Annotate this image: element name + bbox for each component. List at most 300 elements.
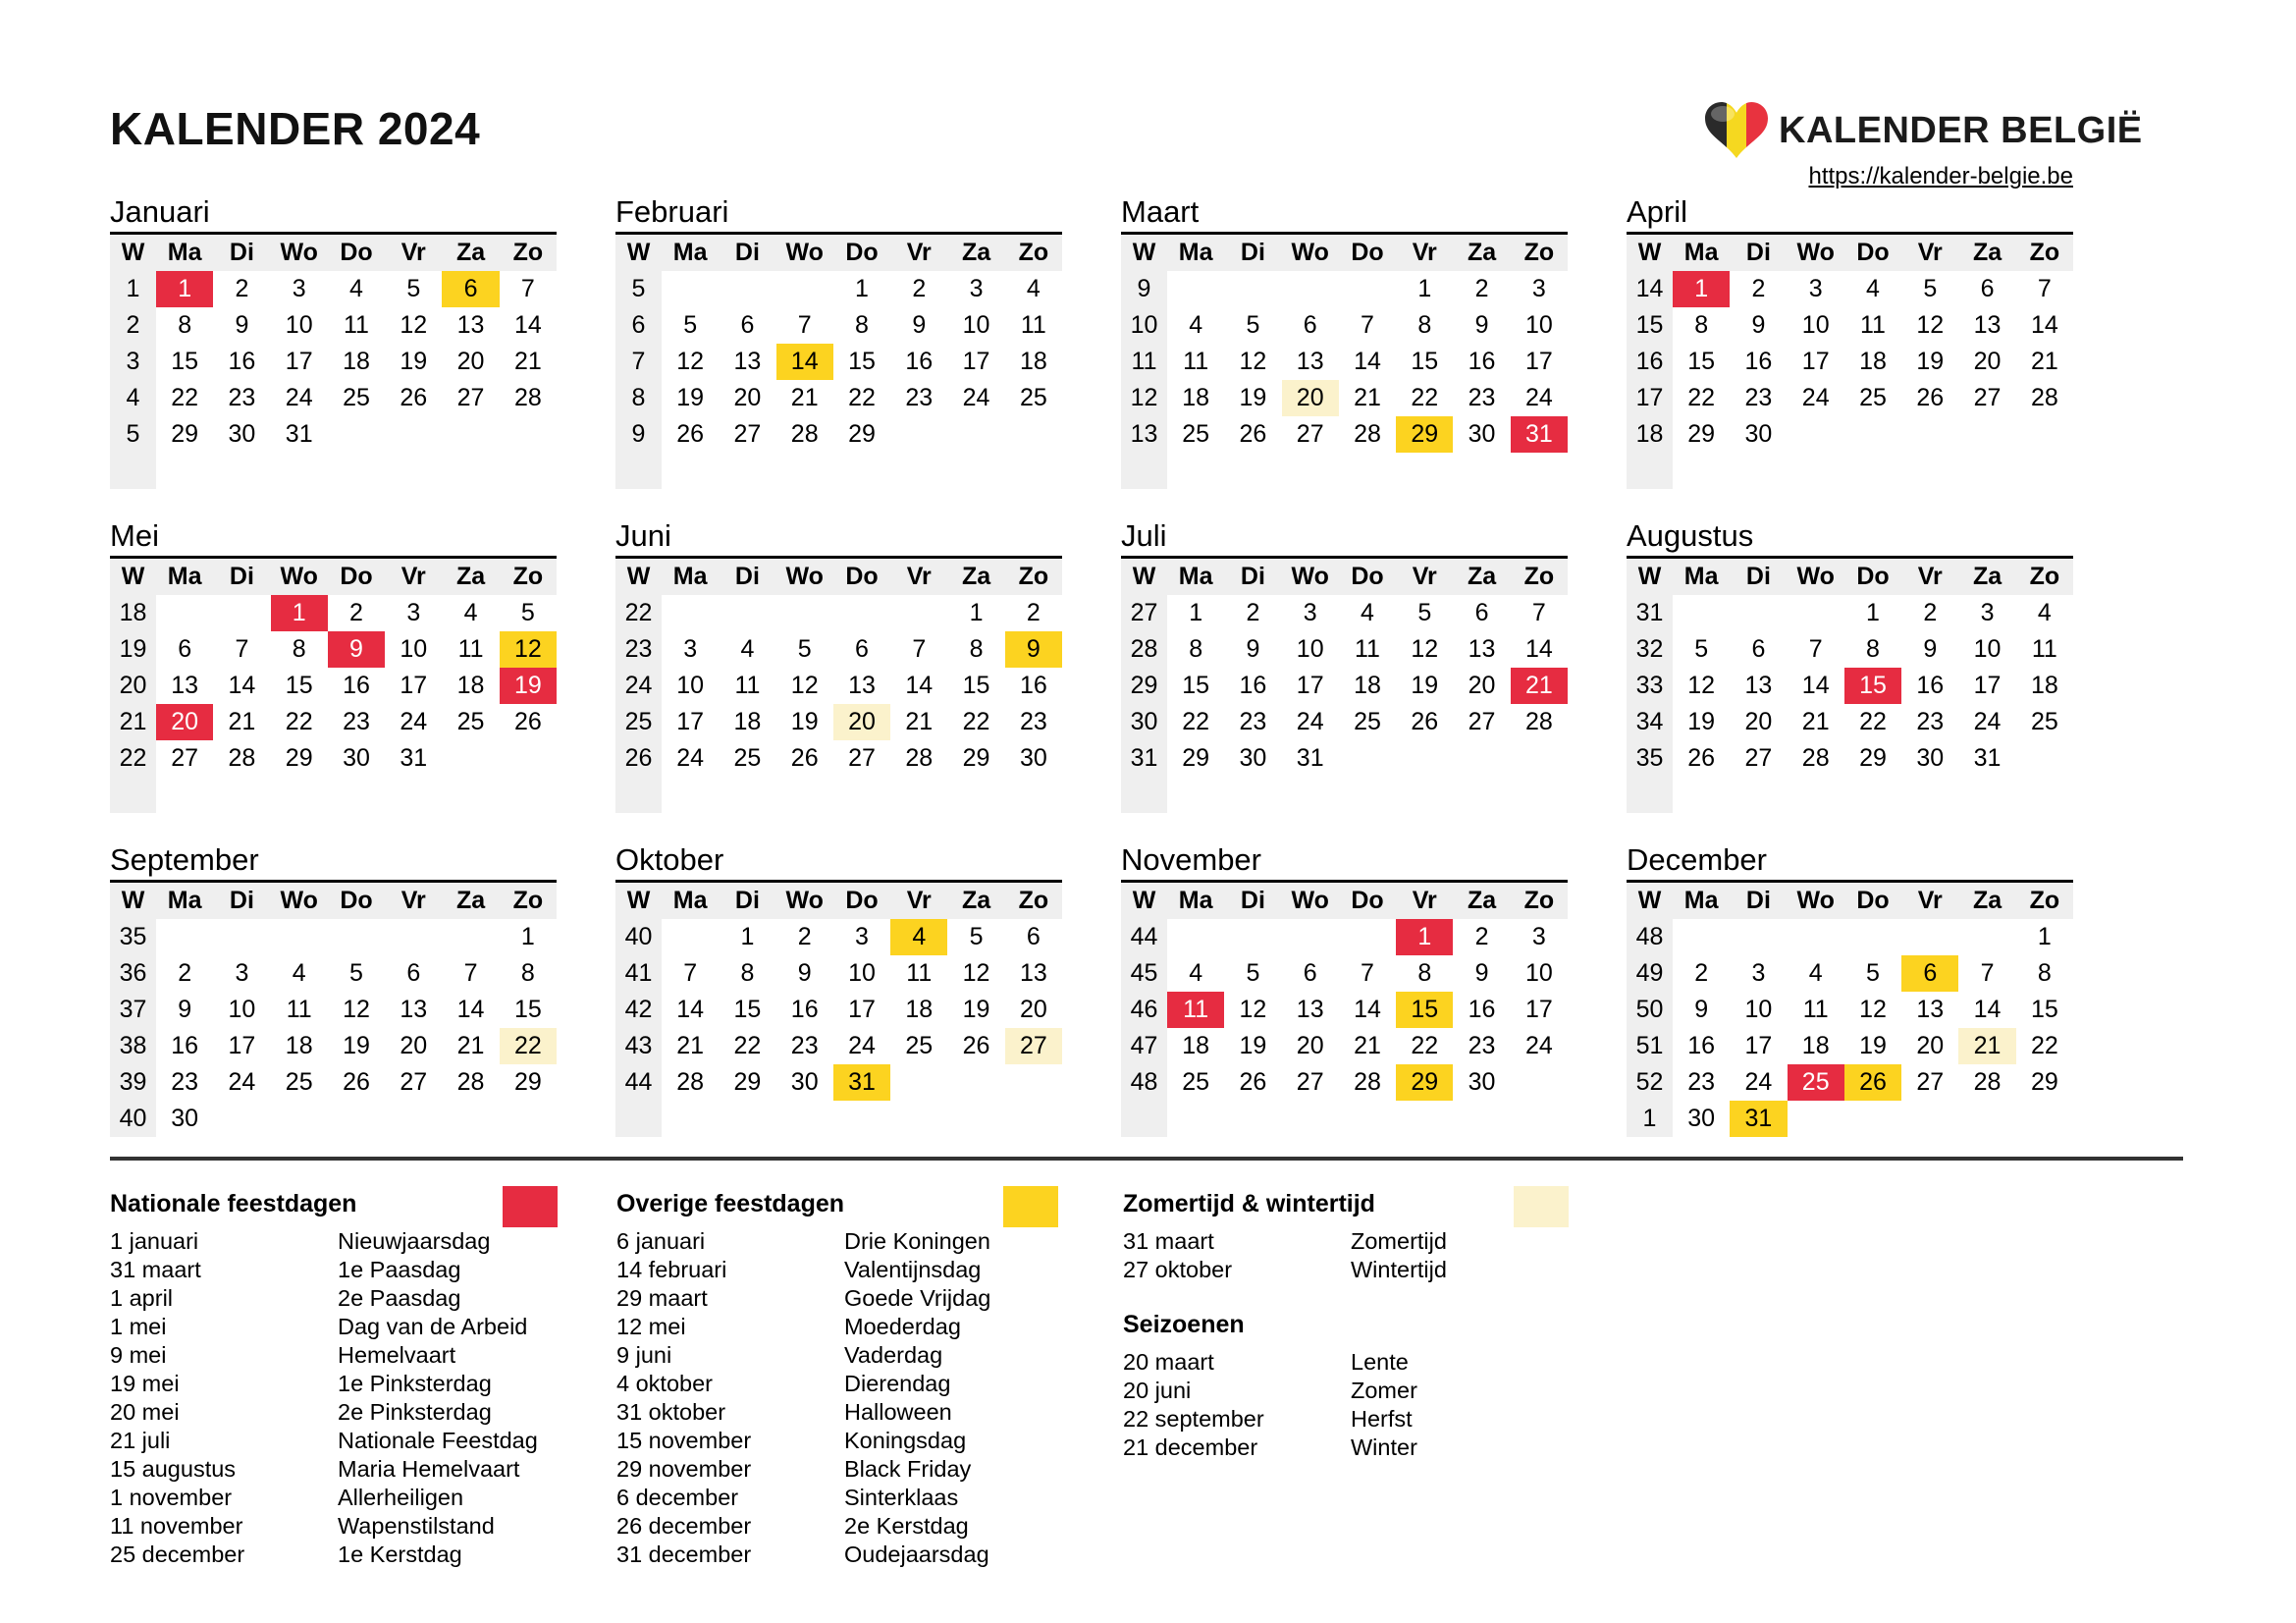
day-cell: 22 <box>1859 708 1887 735</box>
month-block <box>1627 192 2073 489</box>
weekday-header: Ma <box>156 234 213 272</box>
day-cell: 30 <box>1239 744 1267 772</box>
legend-event-name: Maria Hemelvaart <box>338 1456 520 1482</box>
day-cell: 23 <box>1744 384 1773 411</box>
week-row <box>110 453 557 489</box>
day-cell: 8 <box>292 635 306 663</box>
day-cell: 7 <box>683 959 698 987</box>
page-title: KALENDER 2024 <box>110 103 481 154</box>
legend-row <box>110 1484 601 1512</box>
day-cell: 9 <box>1474 311 1489 339</box>
week-row <box>615 919 1062 955</box>
legend-date: 29 maart <box>616 1285 708 1311</box>
legend-date: 4 oktober <box>616 1371 713 1396</box>
day-cell-empty <box>662 777 719 813</box>
week-row <box>615 453 1062 489</box>
week-row <box>110 992 557 1028</box>
week-row <box>1121 631 1568 668</box>
day-cell-empty <box>271 777 328 813</box>
legend-seasons-title: Seizoenen <box>1123 1311 1245 1338</box>
legend-date: 27 oktober <box>1123 1257 1233 1282</box>
month-table <box>1121 232 1568 489</box>
month-table <box>1627 556 2073 813</box>
legend-date: 9 juni <box>616 1342 672 1368</box>
day-cell-empty <box>1958 453 2015 489</box>
day-cell-empty <box>719 777 775 813</box>
day-cell-empty <box>442 740 499 777</box>
day-cell: 3 <box>1980 599 1995 626</box>
day-cell: 18 <box>1182 1032 1210 1059</box>
day-cell: 17 <box>1524 348 1553 375</box>
week-row <box>615 271 1062 307</box>
week-number: 30 <box>1121 704 1167 740</box>
week-row <box>1121 704 1568 740</box>
day-cell: 4 <box>292 959 306 987</box>
day-cell: 16 <box>1019 672 1047 699</box>
week-row <box>1627 668 2073 704</box>
legend-row <box>1123 1377 1614 1405</box>
day-cell-empty <box>385 919 442 955</box>
weekday-header: Zo <box>500 234 557 272</box>
day-cell: 20 <box>400 1032 428 1059</box>
legend-event-name: Nieuwjaarsdag <box>338 1228 491 1254</box>
weekday-header: Wo <box>271 234 328 272</box>
day-cell-empty <box>1958 919 2015 955</box>
day-cell: 11 <box>457 635 484 663</box>
legend-date: 20 mei <box>110 1399 180 1425</box>
day-cell: 25 <box>733 744 762 772</box>
day-cell-empty <box>156 453 213 489</box>
week-number: 48 <box>1627 919 1673 955</box>
day-cell: 22 <box>285 708 313 735</box>
day-cell: 19 <box>962 996 990 1023</box>
weekday-header: Za <box>1453 882 1510 920</box>
day-cell-empty <box>1673 777 1730 813</box>
day-cell: 29 <box>848 420 876 448</box>
day-cell: 13 <box>1744 672 1773 699</box>
day-cell: 20 <box>1019 996 1047 1023</box>
weekday-header: Za <box>947 558 1004 596</box>
week-number: 27 <box>1121 595 1167 631</box>
month-table <box>110 232 557 489</box>
day-cell: 4 <box>349 275 363 302</box>
day-cell-empty <box>833 777 890 813</box>
week-row <box>1121 992 1568 1028</box>
day-cell-empty <box>776 777 833 813</box>
week-row <box>110 1028 557 1064</box>
legend-row <box>110 1512 601 1541</box>
day-cell: 6 <box>740 311 755 339</box>
weekday-header: Vr <box>890 882 947 920</box>
legend-date: 12 mei <box>616 1314 686 1339</box>
week-number: 3 <box>110 344 156 380</box>
day-cell-empty <box>213 1101 270 1137</box>
legend-date: 11 november <box>110 1513 243 1539</box>
week-number: 40 <box>110 1101 156 1137</box>
day-cell: 23 <box>1468 384 1496 411</box>
weekday-header: Ma <box>1673 882 1730 920</box>
legend-date: 31 december <box>616 1542 752 1567</box>
legend-event-name: Drie Koningen <box>844 1228 990 1254</box>
weekday-header: Za <box>1958 882 2015 920</box>
week-number: 34 <box>1627 704 1673 740</box>
day-cell-empty <box>500 777 557 813</box>
legend-row <box>110 1313 601 1341</box>
day-cell: 13 <box>1019 959 1047 987</box>
day-cell: 9 <box>235 311 249 339</box>
weekday-header-row <box>1627 558 2073 596</box>
day-cell: 28 <box>1801 744 1830 772</box>
week-row <box>1121 955 1568 992</box>
day-cell: 27 <box>400 1068 428 1096</box>
day-cell: 7 <box>797 311 812 339</box>
day-cell-empty <box>1396 740 1453 777</box>
day-cell: 18 <box>1182 384 1210 411</box>
day-cell: 25 <box>1354 708 1381 735</box>
day-cell: 27 <box>1296 420 1324 448</box>
day-cell: 1 <box>156 271 213 307</box>
weekday-header: Do <box>833 882 890 920</box>
week-number: 47 <box>1121 1028 1167 1064</box>
day-cell: 24 <box>1973 708 2002 735</box>
month-table <box>110 556 557 813</box>
day-cell: 22 <box>733 1032 762 1059</box>
day-cell: 11 <box>344 311 369 339</box>
day-cell: 11 <box>734 672 761 699</box>
weekday-header-row <box>1627 234 2073 272</box>
day-cell-empty <box>500 1101 557 1137</box>
day-cell: 11 <box>1802 996 1829 1023</box>
week-row <box>615 631 1062 668</box>
weekday-header: Wo <box>271 882 328 920</box>
week-row <box>110 777 557 813</box>
day-cell: 5 <box>1246 311 1260 339</box>
legend-event-name: Dag van de Arbeid <box>338 1314 528 1339</box>
day-cell: 5 <box>406 275 421 302</box>
day-cell: 4 <box>740 635 755 663</box>
day-cell: 10 <box>676 672 705 699</box>
weekday-header: Vr <box>385 234 442 272</box>
week-number: 22 <box>110 740 156 777</box>
day-cell-empty <box>1730 777 1787 813</box>
day-cell: 8 <box>1417 311 1432 339</box>
day-cell: 15 <box>513 996 542 1023</box>
month-table <box>1121 880 1568 1137</box>
legend-date: 22 september <box>1123 1406 1264 1432</box>
day-cell: 18 <box>285 1032 313 1059</box>
day-cell: 14 <box>776 344 833 380</box>
day-cell: 21 <box>676 1032 705 1059</box>
day-cell: 29 <box>1396 1064 1453 1101</box>
week-number: 2 <box>110 307 156 344</box>
day-cell: 6 <box>1026 923 1041 950</box>
day-cell: 29 <box>2030 1068 2058 1096</box>
week-number <box>1121 1101 1167 1137</box>
legend-row <box>110 1398 601 1427</box>
day-cell-empty <box>2016 777 2073 813</box>
day-cell: 31 <box>833 1064 890 1101</box>
weekday-header: Vr <box>1396 882 1453 920</box>
day-cell-empty <box>1511 1064 1568 1101</box>
brand-url-link[interactable]: https://kalender-belgie.be <box>1808 163 2073 189</box>
day-cell-empty <box>1282 271 1339 307</box>
legend-national-list <box>110 1227 601 1569</box>
weekday-header: Do <box>1844 234 1901 272</box>
day-cell: 25 <box>1788 1064 1844 1101</box>
day-cell-empty <box>1282 919 1339 955</box>
week-number: 52 <box>1627 1064 1673 1101</box>
day-cell: 15 <box>1687 348 1716 375</box>
day-cell-empty <box>1511 777 1568 813</box>
day-cell: 15 <box>1411 348 1439 375</box>
day-cell: 18 <box>733 708 762 735</box>
day-cell: 8 <box>520 959 535 987</box>
weekday-header: Wo <box>776 882 833 920</box>
legend-date: 1 april <box>110 1285 174 1311</box>
day-cell: 24 <box>848 1032 876 1059</box>
day-cell: 20 <box>456 348 485 375</box>
day-cell-empty <box>1730 919 1787 955</box>
day-cell: 16 <box>1468 996 1496 1023</box>
legend-row <box>110 1455 601 1484</box>
day-cell: 26 <box>676 420 705 448</box>
day-cell: 17 <box>1524 996 1553 1023</box>
day-cell: 23 <box>1239 708 1267 735</box>
week-number: 31 <box>1627 595 1673 631</box>
legend-time-list <box>1123 1227 1614 1284</box>
day-cell: 21 <box>513 348 542 375</box>
legend-row <box>616 1341 1107 1370</box>
week-column-header: W <box>110 558 156 596</box>
month-block <box>1121 516 1568 813</box>
legend-event-name: 1e Kerstdag <box>338 1542 462 1567</box>
month-title: Juni <box>615 518 671 553</box>
week-column-header: W <box>1627 234 1673 272</box>
day-cell: 26 <box>1916 384 1945 411</box>
day-cell: 5 <box>1417 599 1432 626</box>
weekday-header: Wo <box>1282 882 1339 920</box>
legend-row <box>110 1427 601 1455</box>
week-number: 26 <box>615 740 662 777</box>
day-cell-empty <box>1453 1101 1510 1137</box>
week-number: 50 <box>1627 992 1673 1028</box>
weekday-header: Wo <box>271 558 328 596</box>
week-row <box>1627 1064 2073 1101</box>
day-cell: 5 <box>683 311 698 339</box>
day-cell: 7 <box>1808 635 1823 663</box>
weekday-header: Zo <box>500 558 557 596</box>
week-column-header: W <box>615 558 662 596</box>
legend-row <box>616 1455 1107 1484</box>
week-number: 16 <box>1627 344 1673 380</box>
legend-row <box>616 1227 1107 1256</box>
day-cell: 1 <box>969 599 984 626</box>
day-cell: 1 <box>1396 919 1453 955</box>
legend-date: 26 december <box>616 1513 752 1539</box>
week-row <box>1121 1028 1568 1064</box>
day-cell-empty <box>1224 271 1281 307</box>
day-cell: 18 <box>1354 672 1381 699</box>
weekday-header: Ma <box>1167 558 1224 596</box>
day-cell: 31 <box>1296 744 1324 772</box>
day-cell: 17 <box>285 348 313 375</box>
week-number: 14 <box>1627 271 1673 307</box>
day-cell: 11 <box>906 959 933 987</box>
day-cell: 15 <box>1396 992 1453 1028</box>
day-cell: 19 <box>1239 384 1267 411</box>
weekday-header: Do <box>833 558 890 596</box>
day-cell: 1 <box>855 275 869 302</box>
day-cell: 13 <box>171 672 199 699</box>
week-number: 31 <box>1121 740 1167 777</box>
day-cell: 6 <box>855 635 869 663</box>
day-cell: 1 <box>2037 923 2052 950</box>
day-cell-empty <box>500 416 557 453</box>
day-cell: 3 <box>1808 275 1823 302</box>
weekday-header-row <box>110 558 557 596</box>
day-cell: 25 <box>2030 708 2058 735</box>
month-block <box>110 840 557 1137</box>
weekday-header-row <box>615 558 1062 596</box>
week-row <box>110 344 557 380</box>
legend-date: 6 december <box>616 1485 739 1510</box>
day-cell-empty <box>1844 416 1901 453</box>
day-cell: 3 <box>292 275 306 302</box>
day-cell: 16 <box>1916 672 1945 699</box>
day-cell-empty <box>385 1101 442 1137</box>
weekday-header: Wo <box>776 234 833 272</box>
day-cell-empty <box>1901 416 1958 453</box>
week-number: 5 <box>615 271 662 307</box>
week-number: 35 <box>1627 740 1673 777</box>
day-cell: 10 <box>400 635 428 663</box>
legend-row <box>616 1256 1107 1284</box>
day-cell: 13 <box>456 311 485 339</box>
day-cell-empty <box>1224 1101 1281 1137</box>
day-cell-empty <box>776 1101 833 1137</box>
weekday-header: Zo <box>1005 234 1062 272</box>
week-row <box>615 344 1062 380</box>
day-cell-empty <box>1282 777 1339 813</box>
legend-date: 20 juni <box>1123 1378 1192 1403</box>
day-cell: 26 <box>1239 420 1267 448</box>
day-cell: 21 <box>456 1032 485 1059</box>
weekday-header: Vr <box>385 882 442 920</box>
day-cell-empty <box>1511 740 1568 777</box>
day-cell: 24 <box>1801 384 1830 411</box>
day-cell: 14 <box>676 996 705 1023</box>
day-cell-empty <box>1224 919 1281 955</box>
legend-row <box>110 1284 601 1313</box>
week-number: 24 <box>615 668 662 704</box>
week-number: 40 <box>615 919 662 955</box>
weekday-header: Za <box>1453 558 1510 596</box>
legend-row <box>616 1398 1107 1427</box>
legend-event-name: Sinterklaas <box>844 1485 959 1510</box>
day-cell: 19 <box>1687 708 1716 735</box>
day-cell: 10 <box>228 996 256 1023</box>
week-number: 13 <box>1121 416 1167 453</box>
week-number: 4 <box>110 380 156 416</box>
day-cell: 3 <box>969 275 984 302</box>
legend-national-title: Nationale feestdagen <box>110 1190 357 1217</box>
day-cell-empty <box>1958 1101 2015 1137</box>
day-cell: 14 <box>1973 996 2002 1023</box>
legend-other-list <box>616 1227 1107 1569</box>
weekday-header: Ma <box>1673 234 1730 272</box>
day-cell: 30 <box>790 1068 819 1096</box>
day-cell: 1 <box>1417 275 1432 302</box>
day-cell: 7 <box>1361 959 1374 987</box>
legend-event-name: Nationale Feestdag <box>338 1428 538 1453</box>
week-row <box>615 416 1062 453</box>
day-cell-empty <box>719 271 775 307</box>
month-block <box>1121 840 1568 1137</box>
day-cell: 26 <box>343 1068 370 1096</box>
week-row <box>1627 1101 2073 1137</box>
week-number: 49 <box>1627 955 1673 992</box>
day-cell: 16 <box>1744 348 1773 375</box>
day-cell-empty <box>1511 1101 1568 1137</box>
weekday-header: Do <box>1844 882 1901 920</box>
day-cell: 7 <box>1980 959 1995 987</box>
day-cell: 12 <box>500 631 557 668</box>
day-cell: 7 <box>2037 275 2052 302</box>
day-cell: 17 <box>848 996 876 1023</box>
legend-other <box>616 1189 1107 1569</box>
day-cell: 4 <box>1866 275 1880 302</box>
week-row <box>1627 307 2073 344</box>
weekday-header: Di <box>1224 234 1281 272</box>
weekday-header: Za <box>947 882 1004 920</box>
weekday-header: Zo <box>1511 234 1568 272</box>
day-cell-empty <box>500 453 557 489</box>
day-cell: 4 <box>1361 599 1374 626</box>
months-grid <box>110 192 2073 1137</box>
day-cell: 7 <box>912 635 927 663</box>
day-cell-empty <box>1339 919 1396 955</box>
day-cell-empty <box>156 919 213 955</box>
day-cell-empty <box>500 740 557 777</box>
month-table <box>1121 556 1568 813</box>
day-cell: 22 <box>848 384 876 411</box>
legend-date: 15 november <box>616 1428 752 1453</box>
legend-row <box>616 1541 1107 1569</box>
week-row <box>1121 271 1568 307</box>
day-cell: 20 <box>833 704 890 740</box>
day-cell: 13 <box>1916 996 1945 1023</box>
belgium-heart-logo <box>1705 101 1768 160</box>
day-cell-empty <box>1788 453 1844 489</box>
weekday-header: Wo <box>1788 558 1844 596</box>
day-cell: 22 <box>1687 384 1716 411</box>
day-cell: 28 <box>456 1068 485 1096</box>
weekday-header: Di <box>1224 558 1281 596</box>
day-cell-empty <box>1958 416 2015 453</box>
week-number <box>615 1101 662 1137</box>
legend-row <box>1123 1405 1614 1434</box>
legend-event-name: 2e Pinksterdag <box>338 1399 492 1425</box>
legend-date: 15 augustus <box>110 1456 237 1482</box>
day-cell: 5 <box>1246 959 1260 987</box>
day-cell-empty <box>1844 919 1901 955</box>
day-cell-empty <box>1788 595 1844 631</box>
day-cell: 7 <box>235 635 249 663</box>
weekday-header: Do <box>833 234 890 272</box>
week-row <box>1627 595 2073 631</box>
week-row <box>1627 919 2073 955</box>
week-row <box>110 416 557 453</box>
